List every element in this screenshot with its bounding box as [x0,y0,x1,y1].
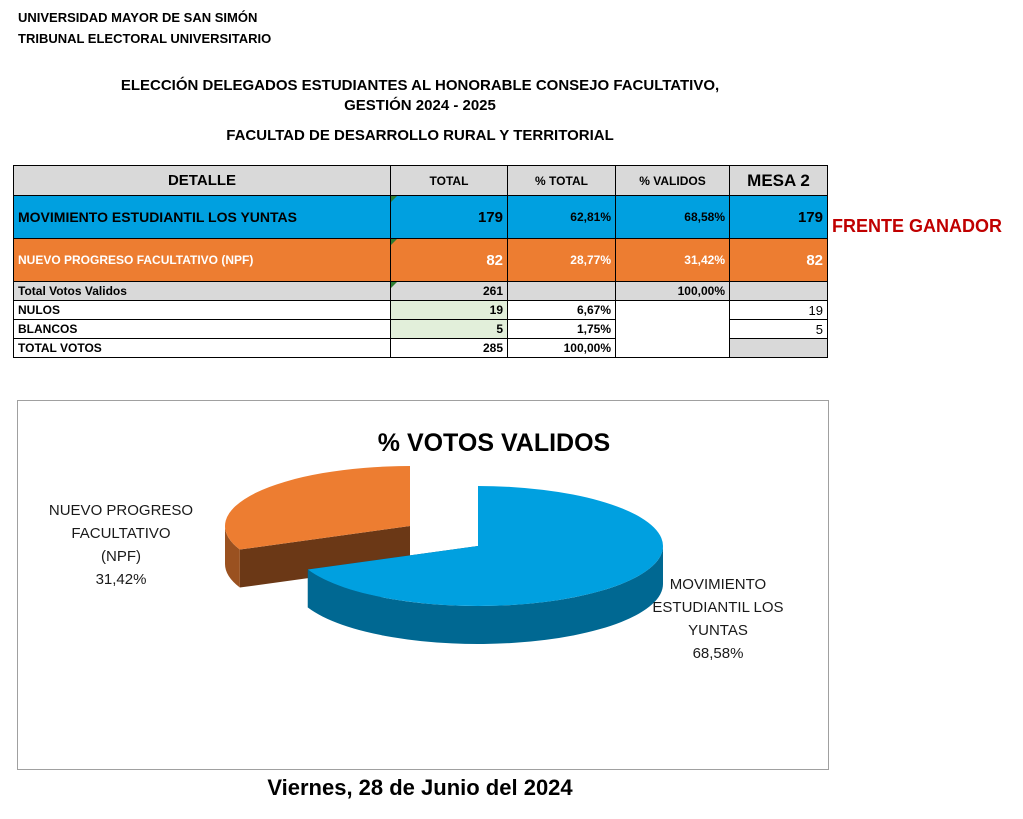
col-pct-validos: % VALIDOS [616,166,730,196]
pct-total-cell: 6,67% [508,301,616,320]
election-title-line2: GESTIÓN 2024 - 2025 [344,97,496,114]
col-mesa2: MESA 2 [730,166,828,196]
col-total: TOTAL [391,166,508,196]
pie-category-label: ESTUDIANTIL LOS [652,599,784,616]
results-table [13,165,828,358]
row-label: Total Votos Validos [14,282,391,301]
faculty-name: FACULTAD DE DESARROLLO RURAL Y TERRITORIAL [226,127,614,144]
mesa2-cell: 82 [730,239,828,282]
mesa2-cell: 19 [730,301,828,320]
pie-category-label: MOVIMIENTO [669,576,767,593]
total-cell: 261 [391,282,508,301]
pie-category-label: FACULTATIVO [71,525,171,542]
pie-data-label [652,576,783,662]
pct-validos-cell: 31,42% [616,239,730,282]
pie-value-label: 68,58% [692,645,744,662]
mesa2-cell [730,282,828,301]
pct-validos-cell [616,301,730,358]
chart-title: % VOTOS VALIDOS [377,429,611,457]
pie-value-label: 31,42% [95,571,147,588]
report-date: Viernes, 28 de Junio del 2024 [267,775,573,800]
election-title-line1: ELECCIÓN DELEGADOS ESTUDIANTES AL HONORABLE CONSEJO FACULTATIVO, [120,77,720,94]
pie-category-label: NUEVO PROGRESO [48,502,194,519]
party-name: MOVIMIENTO ESTUDIANTIL LOS YUNTAS [14,196,391,239]
pie-chart-frame [17,400,829,770]
pie-chart [18,401,828,769]
party-name: NUEVO PROGRESO FACULTATIVO (NPF) [14,239,391,282]
table-row [14,301,828,320]
pct-validos-cell: 68,58% [616,196,730,239]
mesa2-cell [730,339,828,358]
pct-total-cell [508,282,616,301]
pie-category-label: YUNTAS [688,622,748,639]
mesa2-cell: 179 [730,196,828,239]
total-cell: 82 [391,239,508,282]
pct-total-cell: 1,75% [508,320,616,339]
row-label: BLANCOS [14,320,391,339]
total-cell: 5 [391,320,508,339]
col-pct-total: % TOTAL [508,166,616,196]
winner-label: FRENTE GANADOR [832,216,1002,236]
pie-data-label [49,502,193,588]
table-row [14,282,828,301]
tribunal-name: TRIBUNAL ELECTORAL UNIVERSITARIO [18,31,272,46]
university-name: UNIVERSIDAD MAYOR DE SAN SIMÓN [18,10,258,25]
total-cell: 179 [391,196,508,239]
table-row [14,239,828,282]
pct-validos-cell: 100,00% [616,282,730,301]
total-cell: 285 [391,339,508,358]
table-header-row [14,166,828,196]
table-row [14,196,828,239]
row-label: NULOS [14,301,391,320]
mesa2-cell: 5 [730,320,828,339]
pct-total-cell: 100,00% [508,339,616,358]
pct-total-cell: 28,77% [508,239,616,282]
row-label: TOTAL VOTOS [14,339,391,358]
col-detalle: DETALLE [14,166,391,196]
pct-total-cell: 62,81% [508,196,616,239]
total-cell: 19 [391,301,508,320]
pie-category-label: (NPF) [101,548,141,565]
